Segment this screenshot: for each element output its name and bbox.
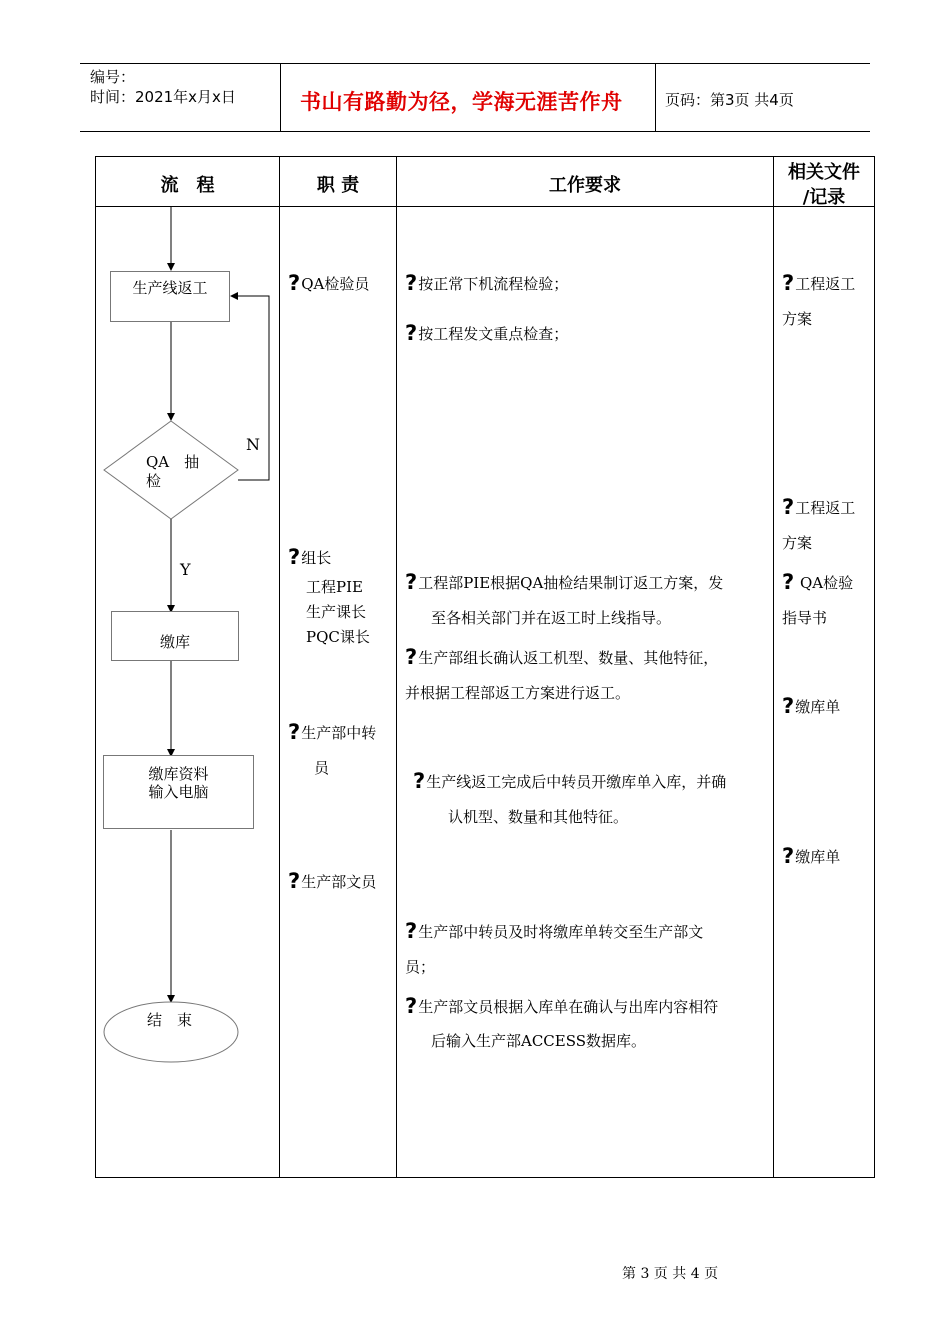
requirement-6-text: 生产部中转员及时将缴库单转交至生产部文 bbox=[418, 923, 704, 941]
requirement-3-line2: 至各相关部门并在返工时上线指导。 bbox=[431, 609, 672, 627]
header-role: 职 责 bbox=[316, 175, 360, 196]
flow-step-rework bbox=[110, 271, 230, 322]
role-clerk-text: 生产部文员 bbox=[301, 873, 377, 891]
header-flow: 流 程 bbox=[160, 175, 215, 196]
doc-number-label: 编号： bbox=[90, 68, 136, 86]
flow-step-data-entry-line1: 缴库资料 bbox=[148, 765, 209, 783]
requirement-4-line2: 并根据工程部返工方案进行返工。 bbox=[405, 684, 631, 702]
doc-qa-guide-line2: 指导书 bbox=[782, 609, 828, 627]
requirement-4 bbox=[405, 639, 718, 676]
bullet-icon: ? bbox=[782, 495, 795, 519]
requirement-6 bbox=[405, 913, 703, 950]
requirement-1 bbox=[405, 265, 568, 302]
requirement-3 bbox=[405, 564, 723, 601]
requirement-7-line2: 后输入生产部ACCESS数据库。 bbox=[431, 1032, 647, 1050]
doc-rework-plan-2 bbox=[782, 489, 855, 526]
doc-qa-guide-text: QA检验 bbox=[795, 574, 854, 592]
role-pqc-manager: PQC课长 bbox=[306, 628, 370, 646]
requirement-7 bbox=[405, 988, 718, 1025]
role-group-leader bbox=[288, 539, 331, 576]
page-info: 页码：第3页 共4页 bbox=[665, 91, 794, 109]
bullet-icon: ? bbox=[782, 844, 795, 868]
header-docs-line2: /记录 bbox=[802, 187, 846, 208]
requirement-6-line2: 员； bbox=[405, 958, 436, 976]
requirement-4-text: 生产部组长确认返工机型、数量、其他特征， bbox=[418, 649, 719, 667]
role-transfer-clerk bbox=[288, 714, 376, 751]
header-requirement: 工作要求 bbox=[549, 175, 621, 196]
role-transfer-clerk-text: 生产部中转 bbox=[301, 724, 377, 742]
bullet-icon: ? bbox=[405, 919, 418, 943]
decision-no-label: N bbox=[246, 435, 260, 454]
requirement-7-text: 生产部文员根据入库单在确认与出库内容相符 bbox=[418, 998, 719, 1016]
flow-step-stock-in bbox=[111, 611, 239, 661]
flow-step-data-entry-line2: 输入电脑 bbox=[148, 783, 209, 801]
page-footer: 第 3 页 共 4 页 bbox=[622, 1266, 719, 1282]
bullet-icon: ? bbox=[782, 570, 795, 594]
bullet-icon: ? bbox=[288, 271, 301, 295]
flow-end-label: 结 束 bbox=[147, 1011, 193, 1029]
bullet-icon: ? bbox=[782, 694, 795, 718]
bullet-icon: ? bbox=[413, 769, 426, 793]
bullet-icon: ? bbox=[405, 645, 418, 669]
flow-step-stock-in-label: 缴库 bbox=[159, 633, 190, 651]
requirement-1-text: 按正常下机流程检验； bbox=[418, 275, 569, 293]
role-qa-inspector-text: QA检验员 bbox=[301, 275, 370, 293]
role-group-leader-text: 组长 bbox=[301, 549, 332, 567]
bullet-icon: ? bbox=[288, 720, 301, 744]
doc-rework-plan-1-text: 工程返工 bbox=[795, 275, 856, 293]
doc-rework-plan-2-text: 工程返工 bbox=[795, 499, 856, 517]
requirement-3-text: 工程部PIE根据QA抽检结果制订返工方案，发 bbox=[418, 574, 724, 592]
decision-label-line1: QA 抽 bbox=[146, 453, 200, 471]
requirement-2 bbox=[405, 315, 568, 352]
bullet-icon: ? bbox=[405, 994, 418, 1018]
decision-yes-label: Y bbox=[180, 560, 191, 579]
bullet-icon: ? bbox=[782, 271, 795, 295]
doc-stock-in-form-2-text: 缴库单 bbox=[795, 848, 841, 866]
requirement-5-line2: 认机型、数量和其他特征。 bbox=[448, 808, 629, 826]
role-transfer-clerk-line2: 员 bbox=[314, 759, 330, 777]
doc-stock-in-form-2 bbox=[782, 838, 840, 875]
role-qa-inspector bbox=[288, 265, 369, 302]
role-pie: 工程PIE bbox=[306, 578, 363, 596]
bullet-icon: ? bbox=[288, 869, 301, 893]
doc-rework-plan-2-line2: 方案 bbox=[782, 534, 813, 552]
header-motto: 书山有路勤为径，学海无涯苦作舟 bbox=[300, 89, 623, 114]
bullet-icon: ? bbox=[405, 570, 418, 594]
requirement-5-text: 生产线返工完成后中转员开缴库单入库，并确 bbox=[426, 773, 727, 791]
date-label: 时间：2021年x月x日 bbox=[90, 88, 236, 106]
decision-label-line2: 检 bbox=[146, 472, 162, 490]
flow-step-data-entry bbox=[103, 755, 254, 829]
bullet-icon: ? bbox=[288, 545, 301, 569]
doc-rework-plan-1 bbox=[782, 265, 855, 302]
requirement-5 bbox=[413, 763, 726, 800]
requirement-2-text: 按工程发文重点检查； bbox=[418, 325, 569, 343]
role-production-manager: 生产课长 bbox=[306, 603, 367, 621]
header-docs-line1: 相关文件 bbox=[788, 162, 860, 183]
role-clerk bbox=[288, 863, 376, 900]
bullet-icon: ? bbox=[405, 271, 418, 295]
doc-stock-in-form-1-text: 缴库单 bbox=[795, 698, 841, 716]
doc-rework-plan-1-line2: 方案 bbox=[782, 310, 813, 328]
doc-qa-guide bbox=[782, 564, 853, 601]
flow-step-rework-label: 生产线返工 bbox=[132, 279, 208, 297]
bullet-icon: ? bbox=[405, 321, 418, 345]
doc-stock-in-form-1 bbox=[782, 688, 840, 725]
